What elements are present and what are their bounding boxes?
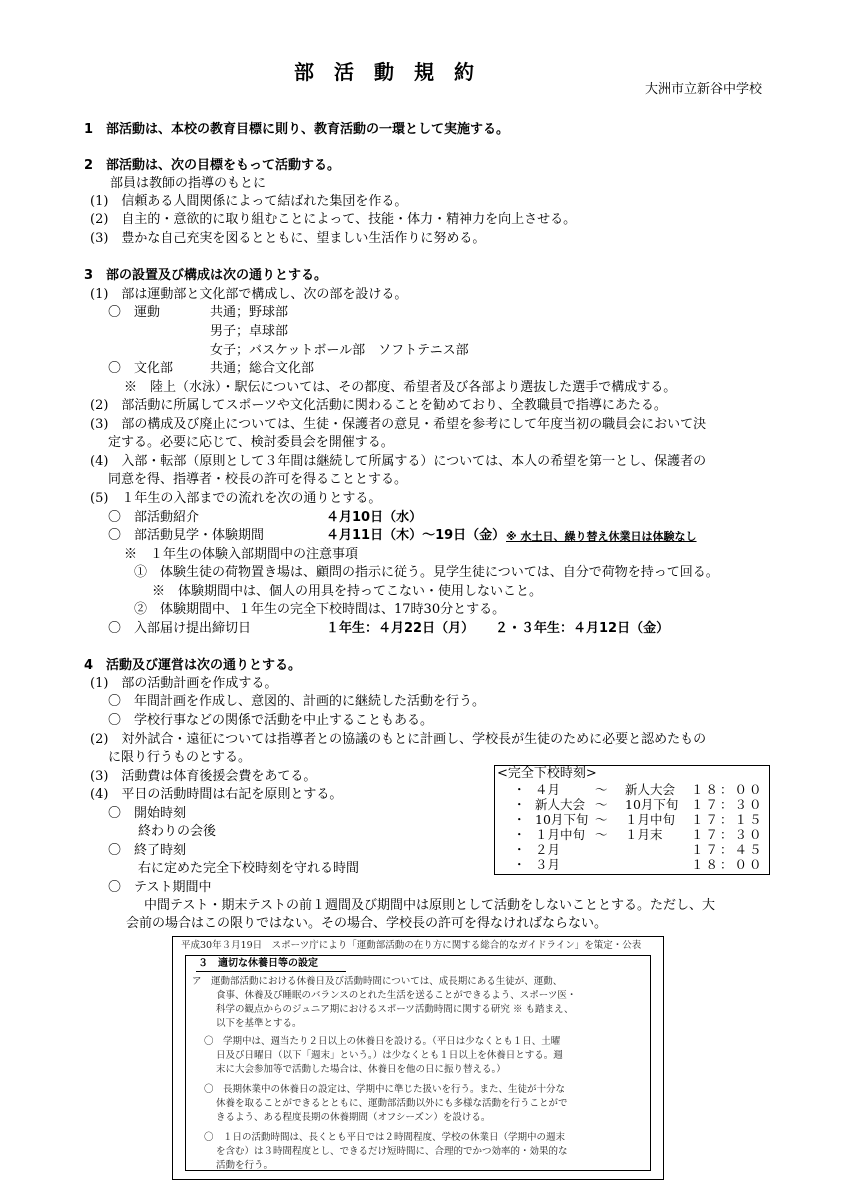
guideline-inner-frame (185, 955, 651, 1171)
schedule-row-time: １７：３０ (691, 797, 764, 812)
schedule-row-sep: ～ (595, 827, 608, 842)
schedule-row-bullet: ・ (513, 827, 526, 842)
school-name: 大洲市立新谷中学校 (645, 82, 763, 97)
deadline-grade-1: １年生：４月22日（月） (326, 621, 475, 636)
schedule-row-time: １８：００ (691, 857, 764, 872)
schedule-row-from: ４月 (535, 782, 561, 797)
caution-heading: ※ １年生の体験入部期間中の注意事項 (124, 547, 359, 562)
test-period-text: 中間テスト・期末テストの前１週間及び期間中は原則として活動をしないこととする。ただし、大 (144, 898, 715, 913)
section-3-p2: (2) 部活動に所属してスポーツや文化活動に関わることを勧めており、全教職員で指導にあたる。 (90, 398, 667, 413)
schedule-row-sep: ～ (595, 782, 608, 797)
section-3-p5: (5) １年生の入部までの流れを次の通りとする。 (90, 491, 382, 506)
guideline-line: 休養を取ることができるとともに、運動部活動以外にも多様な活動を行うことがで (216, 1098, 568, 1109)
sports-clubs-marker: 〇 運動 (108, 305, 161, 320)
section-3-p3-cont: 定する。必要に応じて、検討委員会を開催する。 (108, 435, 394, 450)
guideline-line: 日及び日曜日（以下「週末」という。）は少なくとも１日以上を休養日とする。週 (216, 1050, 563, 1061)
guideline-line: きるよう、ある程度長期の休養期間（オフシーズン）を設ける。 (216, 1112, 491, 1123)
schedule-row-from: ３月 (535, 857, 561, 872)
section-2-item: (3) 豊かな自己充実を図るとともに、望ましい生活作りに努める。 (90, 231, 486, 246)
schedule-row-to: 新人大会 (625, 782, 676, 797)
section-3-p4: (4) 入部・転部（原則として３年間は継続して所属する）については、本人の希望を第一とし、保護者の (90, 454, 707, 469)
guideline-line: 活動を行う。 (216, 1160, 274, 1171)
club-intro-date: ４月10日（水） (326, 510, 423, 525)
sports-club-boys: 男子；卓球部 (210, 324, 289, 339)
test-period-label: 〇 テスト期間中 (108, 880, 212, 895)
section-4-p1b: 〇 学校行事などの関係で活動を中止することもある。 (108, 713, 434, 728)
trial-period-date: ４月11日（木）～19日（金） (326, 528, 506, 543)
test-period-text-cont: 会前の場合はこの限りではない。その場合、学校長の許可を得なければならない。 (126, 916, 608, 931)
schedule-row-bullet: ・ (513, 782, 526, 797)
schedule-row-time: １８：００ (691, 782, 764, 797)
caution-item-1-note: ※ 体験期間中は、個人の用具を持ってこない・使用しないこと。 (152, 584, 543, 599)
guideline-section-title: ３ 適切な休養日等の設定 (198, 958, 318, 969)
page-title: 部活動規約 (294, 60, 494, 84)
sports-club-common: 共通；野球部 (210, 305, 289, 320)
culture-club-common: 共通；総合文化部 (210, 361, 315, 376)
section-4-p3: (3) 活動費は体育後援会費をあてる。 (90, 769, 317, 784)
schedule-row-time: １７：４５ (691, 842, 764, 857)
section-4-p2: (2) 対外試合・遠征については指導者との協議のもとに計画し、学校長が生徒のために必要と認めたもの (90, 732, 707, 747)
schedule-row-bullet: ・ (513, 842, 526, 857)
culture-clubs-marker: 〇 文化部 (108, 361, 174, 376)
guideline-line: ア 運動部活動における休養日及び活動時間については、成長期にある生徒が、運動、 (192, 976, 563, 987)
guideline-line: 末に大会参加等で活動した場合は、休養日を他の日に振り替える。） (216, 1064, 506, 1075)
start-time-value: 終わりの会後 (138, 824, 217, 839)
section-3-note: ※ 陸上（水泳）・駅伝については、その都度、希望者及び各部より選抜した選手で構成する。 (124, 380, 677, 395)
guideline-line: 〇 １日の活動時間は、長くとも平日では２時間程度、学校の休業日（学期中の週末 (204, 1132, 566, 1143)
section-4-p4: (4) 平日の活動時間は右記を原則とする。 (90, 787, 343, 802)
section-2-heading: 2 部活動は、次の目標をもって活動する。 (84, 158, 341, 173)
guideline-caption: 平成30年３月19日 スポーツ庁により「運動部活動の在り方に関する総合的なガイドライン」を策定・公表 (181, 940, 642, 951)
schedule-row-to: １月末 (625, 827, 663, 842)
section-1-heading: 1 部活動は、本校の教育目標に則り、教育活動の一環として実施する。 (84, 122, 510, 137)
trial-period-note: ※ 水土日、繰り替え休業日は体験なし (506, 530, 697, 543)
schedule-row-bullet: ・ (513, 812, 526, 827)
deadline-grade-2-3: ２・３年生：４月12日（金） (495, 621, 670, 636)
schedule-row-to: １月中旬 (625, 812, 676, 827)
guideline-line: 〇 長期休業中の休養日の設定は、学期中に準じた扱いを行う。また、生徒が十分な (204, 1084, 566, 1095)
guideline-line: 科学の観点からのジュニア期におけるスポーツ活動時間に関する研究 ※ も踏まえ、 (216, 1004, 574, 1015)
start-time-label: 〇 開始時刻 (108, 806, 187, 821)
schedule-row-from: 新人大会 (535, 797, 586, 812)
guideline-excerpt (172, 936, 664, 1180)
schedule-row-from: １月中旬 (535, 827, 586, 842)
dismissal-schedule-box (494, 765, 770, 875)
end-time-value: 右に定めた完全下校時刻を守れる時間 (138, 861, 360, 876)
sports-club-girls: 女子；バスケットボール部 ソフトテニス部 (210, 343, 469, 358)
caution-item-1: ① 体験生徒の荷物置き場は、顧問の指示に従う。見学生徒については、自分で荷物を持って回る。 (134, 565, 719, 580)
guideline-line: 〇 学期中は、週当たり２日以上の休養日を設ける。（平日は少なくとも１日、土曜 (204, 1036, 561, 1047)
trial-period-label: 〇 部活動見学・体験期間 (108, 528, 265, 543)
guideline-line: 以下を基準とする。 (216, 1018, 302, 1029)
schedule-row-sep: ～ (595, 812, 608, 827)
schedule-row-sep: ～ (595, 797, 608, 812)
schedule-row-time: １７：１５ (691, 812, 764, 827)
schedule-row-time: １７：３０ (691, 827, 764, 842)
section-3-p4-cont: 同意を得、指導者・校長の許可を得ることとする。 (108, 472, 408, 487)
section-4-p2-cont: に限り行うものとする。 (108, 750, 252, 765)
club-intro-label: 〇 部活動紹介 (108, 510, 200, 525)
section-3-heading: 3 部の設置及び構成は次の通りとする。 (84, 268, 328, 283)
guideline-line: 食事、休養及び睡眠のバランスのとれた生活を送ることができるよう、スポーツ医・ (216, 990, 577, 1001)
schedule-row-bullet: ・ (513, 857, 526, 872)
section-3-p3: (3) 部の構成及び廃止については、生徒・保護者の意見・希望を参考にして年度当初の職員会において決 (90, 417, 707, 432)
deadline-label: 〇 入部届け提出締切日 (108, 621, 252, 636)
section-4-p1: (1) 部の活動計画を作成する。 (90, 676, 278, 691)
schedule-row-bullet: ・ (513, 797, 526, 812)
section-2-item: (2) 自主的・意欲的に取り組むことによって、技能・体力・精神力を向上させる。 (90, 212, 577, 227)
section-2-intro: 部員は教師の指導のもとに (110, 176, 267, 191)
caution-item-2: ② 体験期間中、１年生の完全下校時間は、17時30分とする。 (134, 602, 506, 617)
end-time-label: 〇 終了時刻 (108, 843, 187, 858)
schedule-row-from: 10月下旬 (535, 812, 589, 827)
dismissal-schedule-title: <完全下校時刻> (497, 766, 597, 781)
section-4-heading: 4 活動及び運営は次の通りとする。 (84, 658, 302, 673)
guideline-section-underline (196, 971, 346, 972)
guideline-line: を含む）は３時間程度とし、できるだけ短時間に、合理的でかつ効率的・効果的な (216, 1146, 568, 1157)
section-2-item: (1) 信頼ある人間関係によって結ばれた集団を作る。 (90, 194, 408, 209)
schedule-row-from: ２月 (535, 842, 561, 857)
schedule-row-to: 10月下旬 (625, 797, 679, 812)
section-4-p1a: 〇 年間計画を作成し、意図的、計画的に継続した活動を行う。 (108, 694, 486, 709)
section-3-p1: (1) 部は運動部と文化部で構成し、次の部を設ける。 (90, 287, 408, 302)
